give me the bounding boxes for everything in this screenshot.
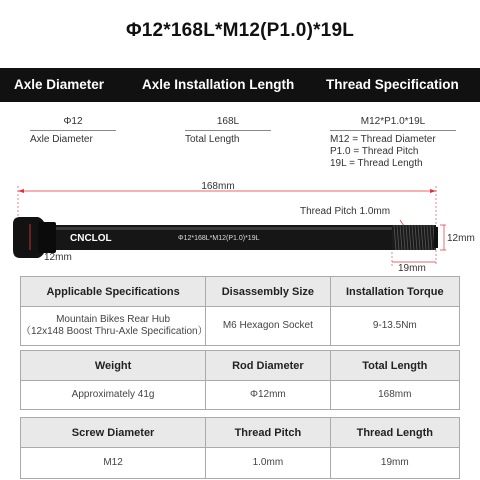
thread-length-label: 19mm: [398, 263, 426, 274]
table-row: [21, 307, 459, 345]
spec-table-3: [20, 417, 460, 479]
table-cell: M12: [21, 448, 206, 478]
thread-pitch-label: Thread Pitch 1.0mm: [300, 206, 391, 217]
spec-engraving: Φ12*168L*M12(P1.0)*19L: [178, 235, 260, 242]
table-cell: [21, 307, 206, 345]
table-cell: 168mm: [378, 389, 412, 400]
table-cell: 9-13.5Nm: [372, 320, 417, 331]
spec-header-bar: [0, 68, 480, 102]
spec-thread-legend: [330, 131, 456, 170]
spec-diameter: [30, 116, 116, 145]
head-diameter-label: 12mm: [44, 252, 72, 263]
table-cell: Approximately 41g: [21, 381, 206, 409]
table-header-row: [21, 351, 459, 381]
table-cell: 1.0mm: [206, 448, 330, 478]
spec-table-2: [20, 350, 460, 410]
spec-table-1: [20, 276, 460, 346]
page-title: Φ12*168L*M12(P1.0)*19L: [125, 20, 355, 41]
spec-thread-line: 19L = Thread Length: [330, 158, 423, 169]
table-header: Installation Torque: [331, 277, 459, 307]
shaft-diameter-label: 12mm: [447, 233, 475, 244]
total-length-label: 168mm: [201, 181, 235, 192]
arrow-left-icon: [18, 189, 24, 193]
table-header: Thread Pitch: [206, 418, 330, 448]
spec-length-label: Total Length: [185, 134, 240, 145]
table-header: Total Length: [331, 351, 459, 381]
arrow-right-icon: [430, 189, 436, 193]
table-cell: M6 Hexagon Socket: [206, 307, 330, 345]
table-header: Disassembly Size: [206, 277, 330, 307]
spec-thread: [330, 116, 456, 170]
axle-head-shoulder: [38, 222, 56, 253]
spec-diameter-label: Axle Diameter: [30, 134, 93, 145]
header-axle-diameter: Axle Diameter: [14, 77, 105, 92]
brand-engraving: CNCLOL: [70, 233, 112, 244]
cell-line: （12x148 Boost Thru-Axle Specification）: [21, 326, 208, 337]
table-header-row: [21, 277, 459, 307]
table-header: Thread Length: [331, 418, 459, 448]
table-header: Rod Diameter: [206, 351, 330, 381]
header-installation-length: Axle Installation Length: [142, 77, 295, 92]
spec-thread-line: P1.0 = Thread Pitch: [330, 146, 419, 157]
spec-length: [185, 116, 271, 145]
table-row: [21, 381, 459, 409]
table-header: Applicable Specifications: [21, 277, 206, 307]
table-cell: 19mm: [380, 457, 409, 468]
cell-line: Mountain Bikes Rear Hub: [56, 314, 171, 325]
table-header-row: [21, 418, 459, 448]
header-thread-spec: Thread Specification: [326, 77, 459, 92]
spec-diameter-value: Φ12: [63, 116, 83, 127]
table-cell: Φ12mm: [206, 381, 330, 409]
axle-shaft-highlight: [56, 227, 392, 230]
axle-tip: [434, 227, 438, 248]
table-row: [21, 448, 459, 478]
table-header: Weight: [21, 351, 206, 381]
spec-thread-value: M12*P1.0*19L: [360, 116, 426, 127]
table-header: Screw Diameter: [21, 418, 206, 448]
axle-drawing: [0, 178, 480, 274]
spec-length-value: 168L: [216, 116, 240, 127]
spec-thread-line: M12 = Thread Diameter: [330, 134, 436, 145]
